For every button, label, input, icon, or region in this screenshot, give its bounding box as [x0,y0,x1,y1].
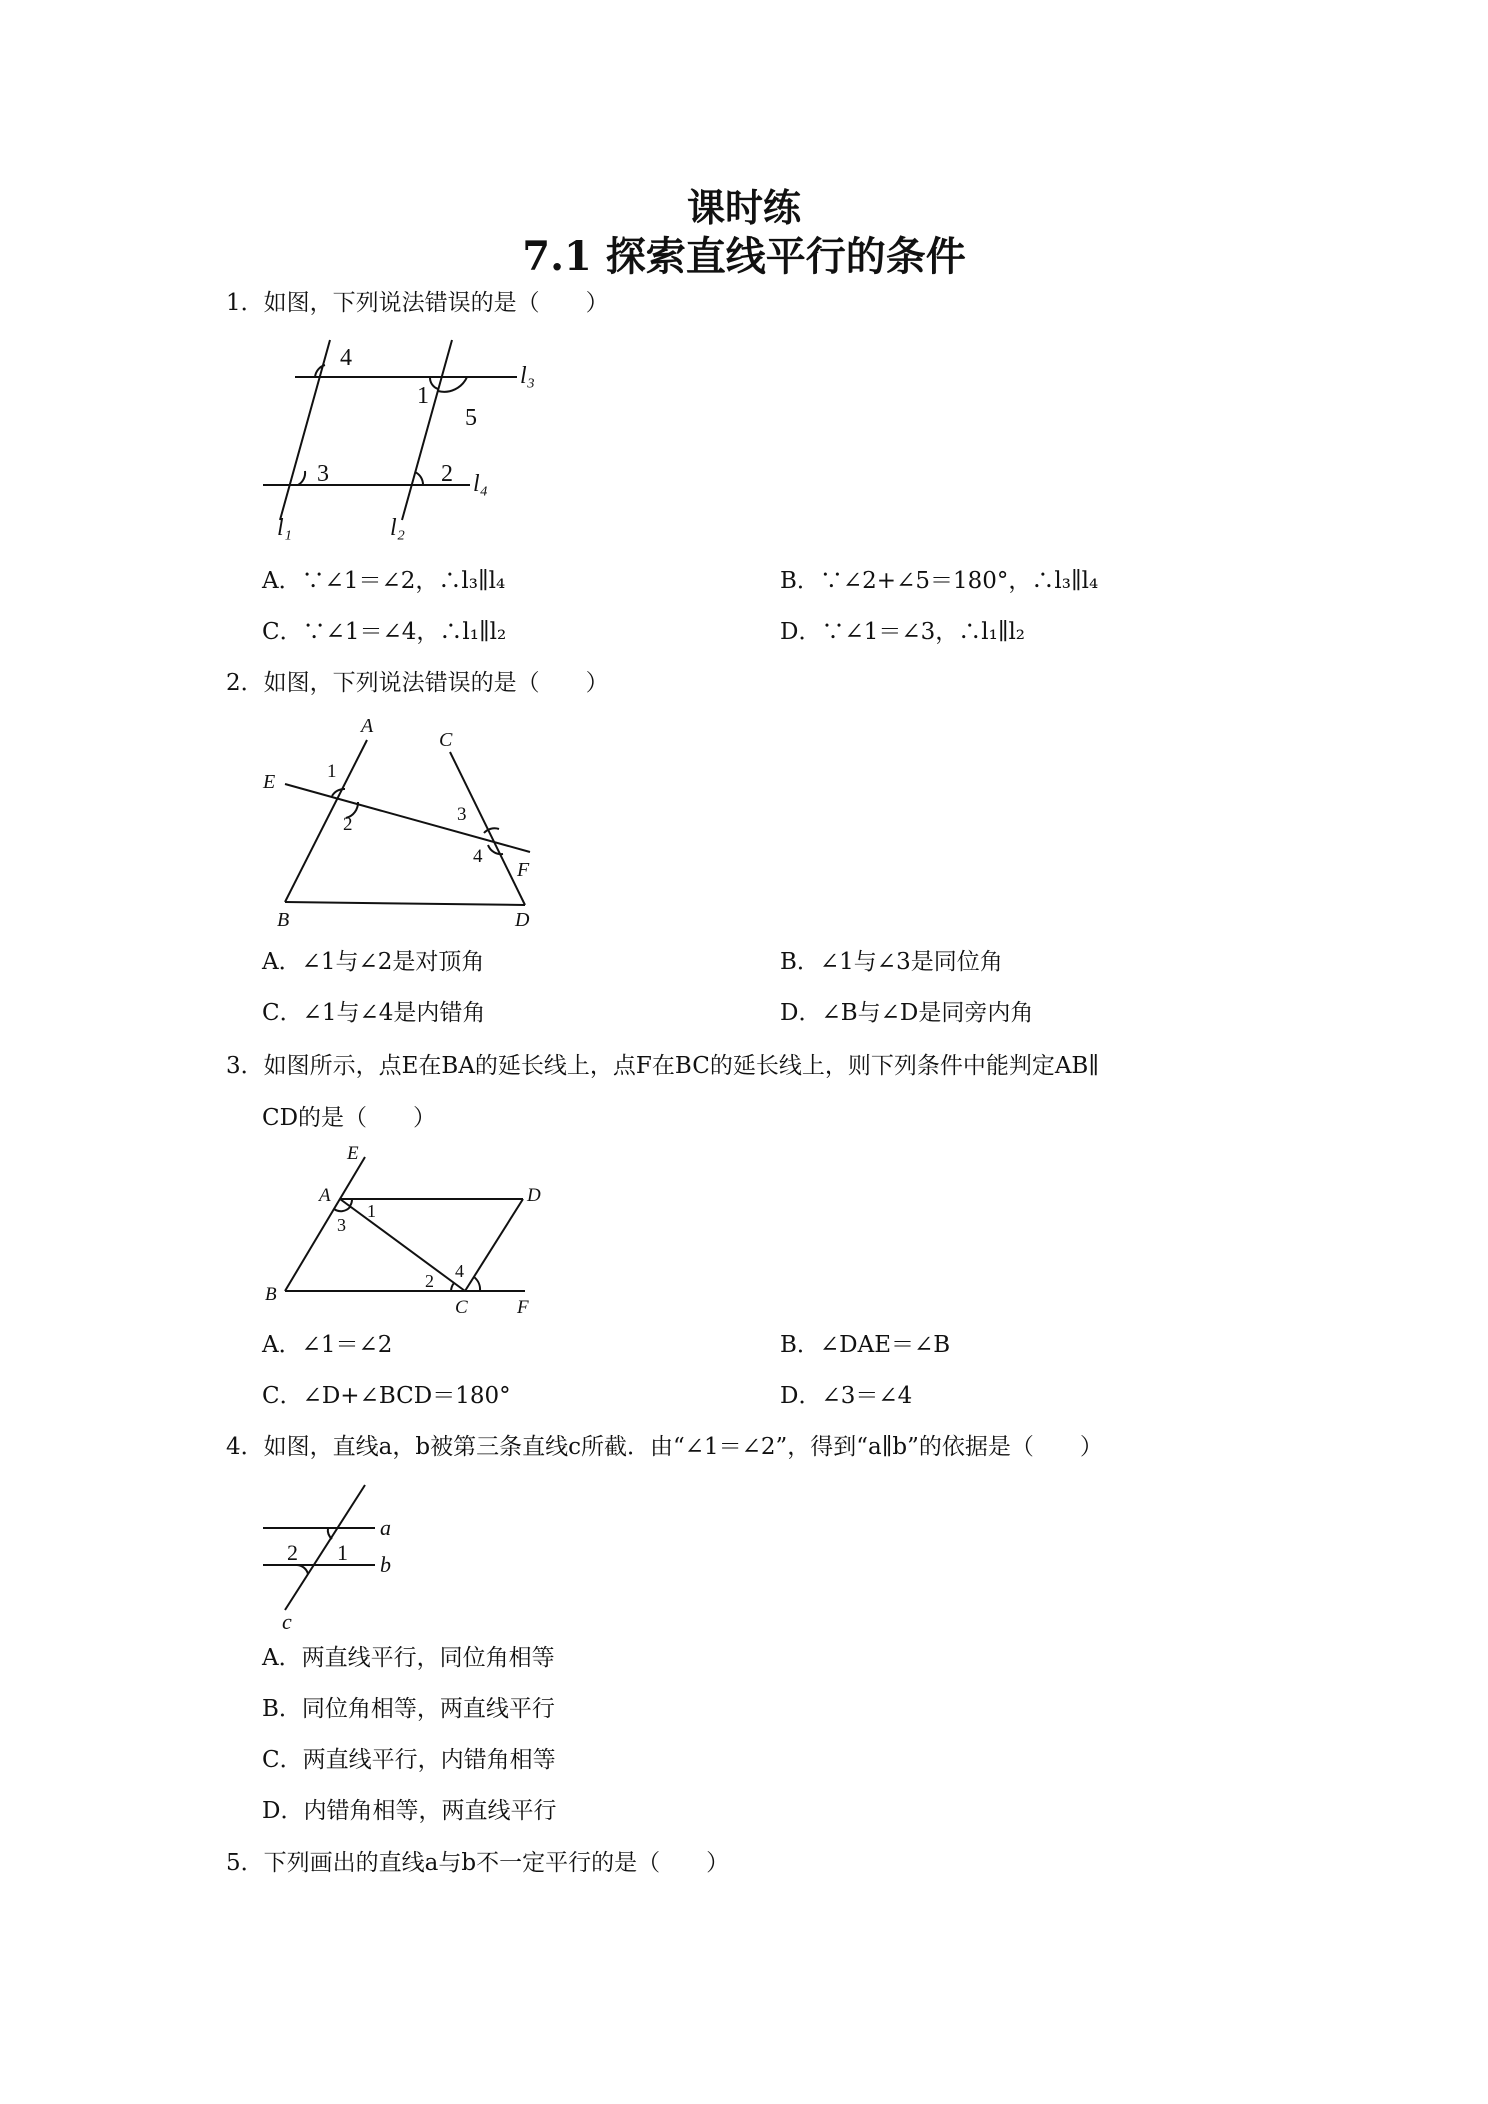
fig2-label-E: E [263,771,276,793]
angle-arc-1 [430,377,438,389]
fig1-label-2: 2 [441,461,453,487]
fig3-label-B: B [265,1284,277,1305]
fig4-label-c: c [282,1609,292,1634]
q4-option-d: D．内错角相等，两直线平行 [262,1798,557,1824]
fig3-label-C: C [455,1297,468,1318]
angle-arc-2 [297,1565,308,1574]
q1-option-c: C．∵∠1＝∠4，∴l₁∥l₂ [262,619,507,645]
fig2-label-D: D [515,909,530,931]
fig1-label-3: 3 [317,461,329,487]
fig3-label-D: D [527,1185,541,1206]
line-AC [340,1199,465,1291]
angle-arc-5 [438,377,467,392]
q1-option-b: B．∵∠2+∠5＝180°，∴l₃∥l₄ [780,568,1099,594]
line-BD [285,902,525,905]
question-1-stem: 1．如图，下列说法错误的是（ ） [226,290,609,316]
q2-option-b: B．∠1与∠3是同位角 [780,949,1003,975]
fig3-label-1: 1 [367,1201,376,1221]
fig4-label-b: b [380,1552,391,1577]
fig2-label-A: A [361,715,374,737]
angle-arc-4 [474,1277,480,1291]
fig2-label-3: 3 [457,804,467,825]
angle-arc-3 [298,471,305,485]
q1-option-a: A．∵∠1＝∠2，∴l₃∥l₄ [262,568,506,594]
fig4-label-1: 1 [337,1540,348,1565]
angle-arc-1 [328,1528,332,1539]
fig2-label-4: 4 [473,846,483,867]
question-2-figure [255,712,555,932]
fig4-label-a: a [380,1515,391,1540]
q3-option-d: D．∠3＝∠4 [780,1383,913,1409]
q3-option-b: B．∠DAE＝∠B [780,1332,951,1358]
angle-arc-2 [451,1283,454,1291]
fig3-label-4: 4 [455,1261,464,1281]
line-CD [465,1199,523,1291]
line-AB [285,740,367,902]
line-EF [285,784,530,852]
fig2-label-B: B [277,909,290,931]
fig1-label-4: 4 [340,345,352,371]
q2-option-d: D．∠B与∠D是同旁内角 [780,1000,1034,1026]
line-EB [285,1157,365,1291]
q4-option-c: C．两直线平行，内错角相等 [262,1747,556,1773]
fig4-label-2: 2 [287,1540,298,1565]
question-1-figure [255,335,555,550]
angle-arc-3 [334,1207,350,1211]
question-3-stem-line1: 3．如图所示，点E在BA的延长线上，点F在BC的延长线上，则下列条件中能判定AB∥ [226,1053,1099,1079]
fig2-label-C: C [439,729,453,751]
q1-option-d: D．∵∠1＝∠3，∴l₁∥l₂ [780,619,1026,645]
fig3-label-2: 2 [425,1271,434,1291]
fig1-label-l3: l₃ [520,363,536,389]
fig1-label-1: 1 [417,383,429,409]
q2-option-c: C．∠1与∠4是内错角 [262,1000,486,1026]
fig3-label-A: A [319,1185,331,1206]
q2-option-a: A．∠1与∠2是对顶角 [262,949,485,975]
q3-option-c: C．∠D+∠BCD＝180° [262,1383,511,1409]
question-2-stem: 2．如图，下列说法错误的是（ ） [226,670,609,696]
fig1-label-5: 5 [465,405,477,431]
fig2-label-1: 1 [327,761,337,782]
question-4-stem: 4．如图，直线a，b被第三条直线c所截．由“∠1＝∠2”，得到“a∥b”的依据是（ ） [226,1434,1103,1460]
fig3-label-E: E [347,1145,359,1164]
fig1-label-l2: l₂ [390,515,406,541]
q4-option-a: A．两直线平行，同位角相等 [262,1645,555,1671]
angle-arc-2 [415,472,423,485]
angle-arc-3 [484,828,499,833]
line-l2 [402,340,452,520]
question-4-figure [255,1475,415,1635]
fig2-label-F: F [517,859,530,881]
question-3-figure [255,1145,555,1320]
fig3-label-3: 3 [337,1215,346,1235]
q4-option-b: B．同位角相等，两直线平行 [262,1696,555,1722]
q3-option-a: A．∠1＝∠2 [262,1332,393,1358]
fig1-label-l4: l₄ [473,471,489,497]
angle-arc-1 [350,1199,352,1206]
page-title: 课时练 [686,185,801,230]
fig1-label-l1: l₁ [277,515,293,541]
fig3-label-F: F [517,1297,529,1318]
question-3-stem-line2: CD的是（ ） [262,1105,437,1131]
page-subtitle: 7.1 探索直线平行的条件 [522,233,966,280]
question-5-stem: 5．下列画出的直线a与b不一定平行的是（ ） [226,1850,730,1876]
fig2-label-2: 2 [343,814,353,835]
line-CD [450,752,525,905]
